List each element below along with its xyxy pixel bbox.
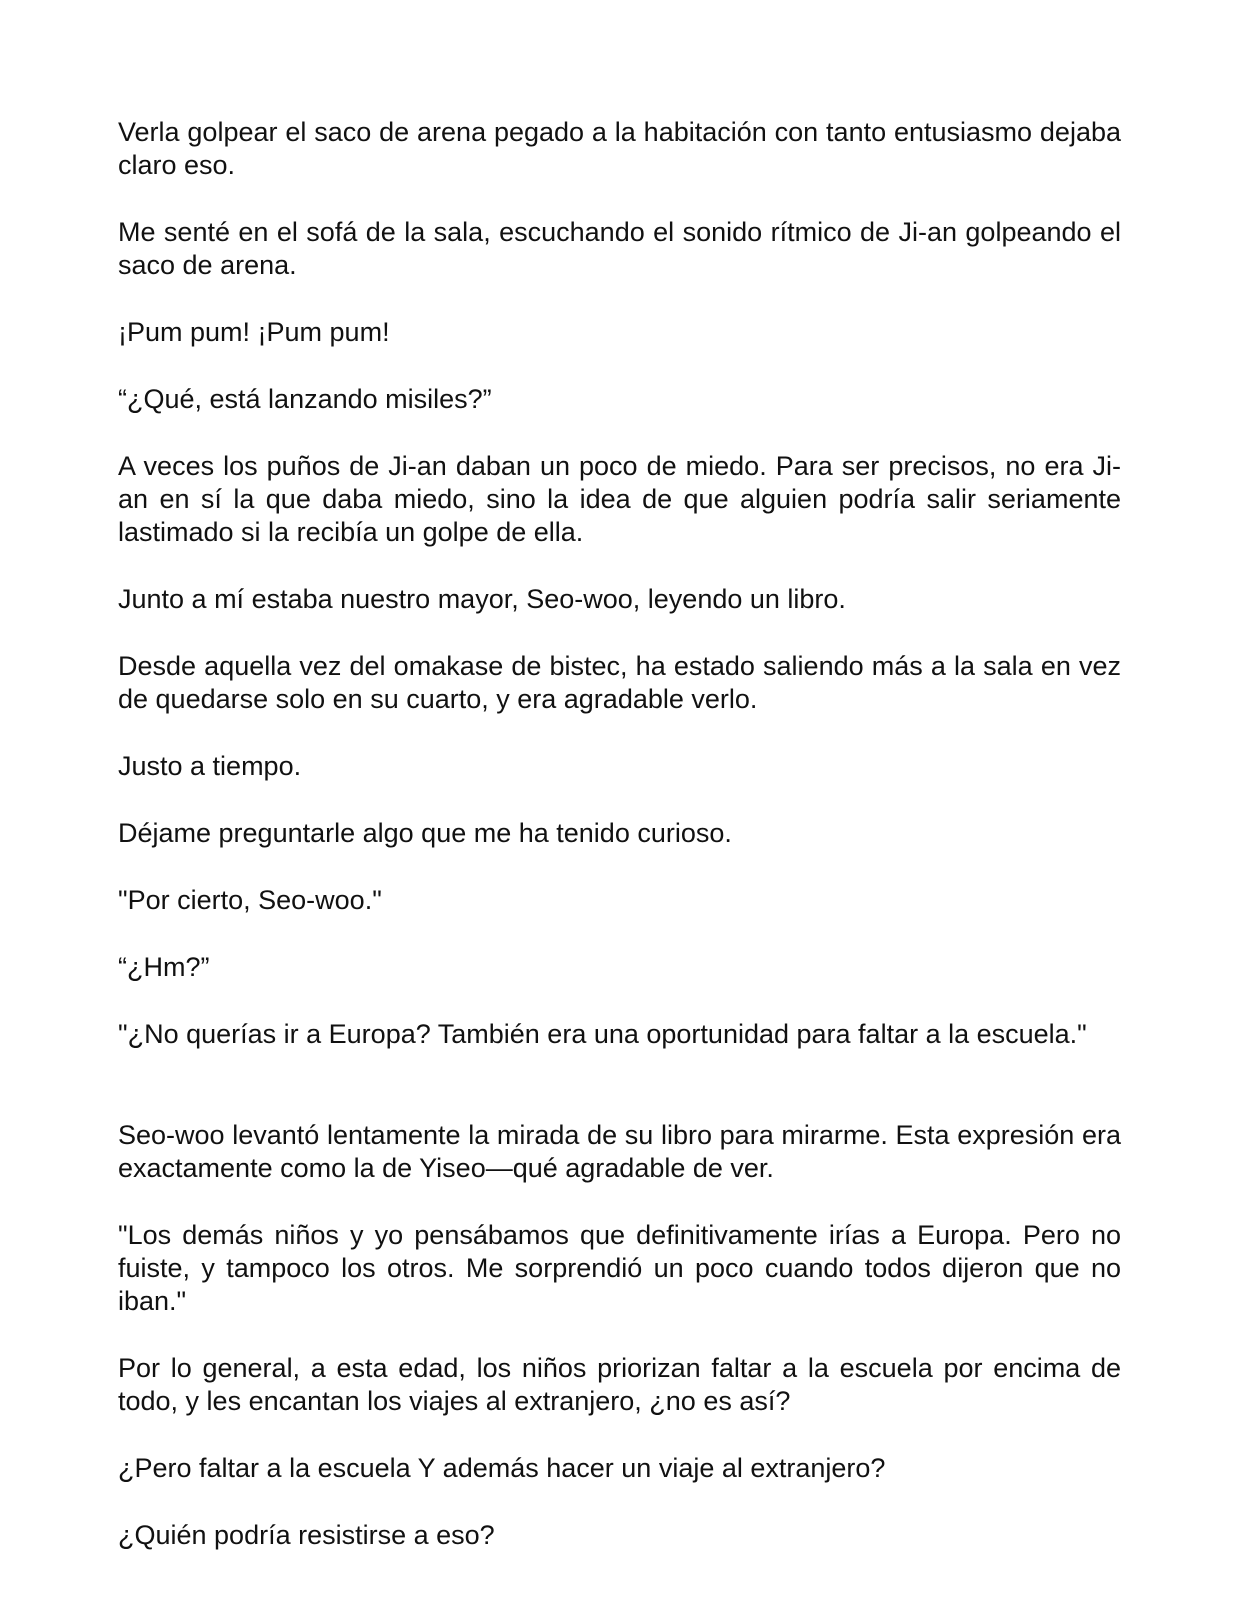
paragraph: Junto a mí estaba nuestro mayor, Seo-woo, leyendo un libro. [118, 584, 846, 614]
paragraph: Seo-woo levantó lentamente la mirada de su libro para mirarme. Esta expresión era exactamente como la de Yiseo—qué agradable de ver. [118, 1120, 1121, 1183]
paragraph: “¿Qué, está lanzando misiles?” [118, 384, 492, 414]
paragraph: Me senté en el sofá de la sala, escuchando el sonido rítmico de Ji-an golpeando el saco de arena. [118, 217, 1121, 280]
paragraph: “¿Hm?” [118, 952, 210, 982]
paragraph: ¿Pero faltar a la escuela Y además hacer un viaje al extranjero? [118, 1453, 886, 1483]
paragraph: ¡Pum pum! ¡Pum pum! [118, 317, 390, 347]
paragraph: "Por cierto, Seo-woo." [118, 885, 382, 915]
paragraph: Déjame preguntarle algo que me ha tenido curioso. [118, 818, 732, 848]
paragraph: ¿Quién podría resistirse a eso? [118, 1520, 495, 1550]
paragraph: Por lo general, a esta edad, los niños priorizan faltar a la escuela por encima de todo, y les encantan los viajes al extranjero, ¿no es así? [118, 1353, 1121, 1416]
paragraph: "Los demás niños y yo pensábamos que definitivamente irías a Europa. Pero no fuiste, y tampoco los otros. Me sorprendió un poco cuando todos dijeron que no iban." [118, 1220, 1121, 1316]
paragraph: Desde aquella vez del omakase de bistec, ha estado saliendo más a la sala en vez de quedarse solo en su cuarto, y era agradable verlo. [118, 651, 1121, 714]
document-page [118, 116, 1121, 1586]
paragraph: A veces los puños de Ji-an daban un poco de miedo. Para ser precisos, no era Ji-an en sí la que daba miedo, sino la idea de que alguien podría salir seriamente lastimado si la recibía un golpe de ella. [118, 451, 1121, 547]
paragraph: Verla golpear el saco de arena pegado a la habitación con tanto entusiasmo dejaba claro eso. [118, 117, 1121, 180]
paragraph: "¿No querías ir a Europa? También era una oportunidad para faltar a la escuela." [118, 1019, 1087, 1049]
paragraph: Justo a tiempo. [118, 751, 302, 781]
